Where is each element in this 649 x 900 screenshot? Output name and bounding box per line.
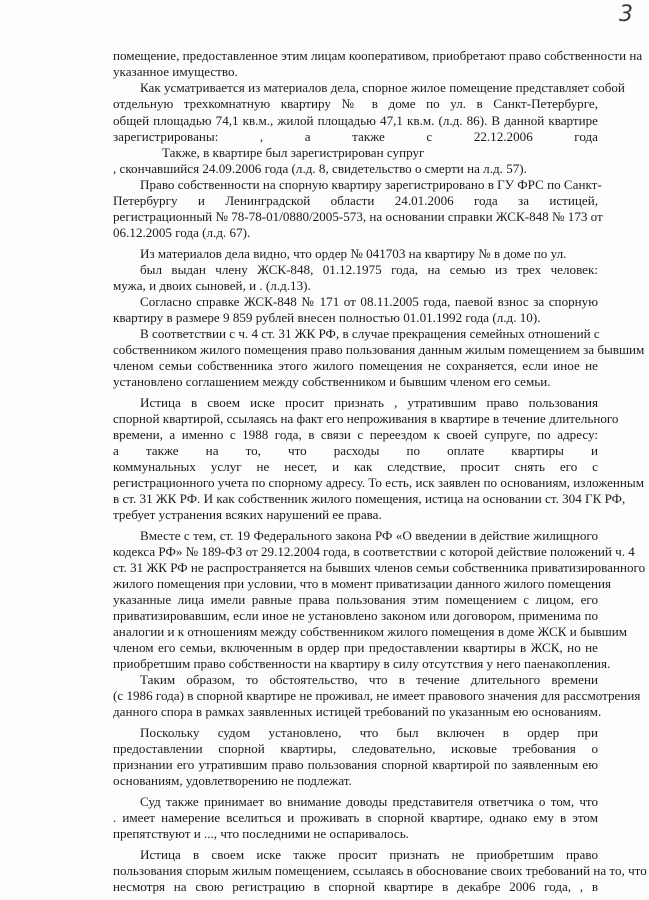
text-line: регистрационный № 78-78-01/0880/2005-573, на основании справки ЖСК-848 № 173 от (113, 209, 603, 224)
text-line: времени, а именно с 1988 года, в связи с переездом к своей супруге, по адресу: (113, 427, 598, 442)
text-line: . имеет намерение вселиться и проживать в спорной квартире, однако ему в этом (113, 810, 598, 825)
text-line: общей площадью 74,1 кв.м., жилой площадью 47,1 кв.м. (л.д. 86). В данной квартире (113, 113, 598, 128)
text-line: приватизировавшим, если иное не установлено законом или договором, применима по (113, 608, 598, 623)
text-line: В соответствии с ч. 4 ст. 31 ЖК РФ, в случае прекращения семейных отношений с (140, 326, 600, 341)
text-line: основаниям, удовлетворению не подлежат. (113, 773, 352, 788)
text-line: а также на то, что расходы по оплате квартиры и (113, 443, 598, 458)
text-line: ст. 31 ЖК РФ не распространяется на бывших членов семьи собственника приватизированного (113, 560, 646, 575)
text-line: Согласно справке ЖСК-848 № 171 от 08.11.2005 года, паевой взнос за спорную (140, 294, 598, 309)
text-line: был выдан члену ЖСК-848, 01.12.1975 года, на семью из трех человек: (140, 262, 598, 277)
text-line: спорной квартирой, ссылаясь на факт его непроживания в квартире в течение длительного (113, 411, 619, 426)
page-number: 3 (619, 2, 633, 27)
text-line: кодекса РФ» № 189-ФЗ от 29.12.2004 года, в соответствии с которой действие положений ч. 4 (113, 544, 635, 559)
text-line: в ст. 31 ЖК РФ. И как собственник жилого помещения, истица на основании ст. 304 ГК РФ, (113, 491, 626, 506)
text-line: Таким образом, то обстоятельство, что в течение длительного времени (140, 672, 598, 687)
text-line: членом его семьи, включенным в ордер при предоставлении квартиры в ЖСК, но не (113, 640, 598, 655)
text-line: Право собственности на спорную квартиру зарегистрировано в ГУ ФРС по Санкт- (140, 177, 602, 192)
text-line: предоставлении спорной квартиры, следовательно, исковые требования о (113, 741, 598, 756)
text-line: пользования спорым жилым помещением, ссылаясь в обоснование своих требований на то, что (113, 863, 647, 878)
text-line: Суд также принимает во внимание доводы представителя ответчика о том, что (140, 794, 598, 809)
text-line: указанные лица имели равные права пользования этим помещением с лицом, его (113, 592, 598, 607)
text-line: несмотря на свою регистрацию в спорной квартире в декабре 2006 года, , в (113, 879, 598, 894)
text-line: коммунальных услуг не несет, и как следствие, просит снять его с (113, 459, 598, 474)
text-line: помещение, предоставленное этим лицам кооперативом, приобретают право собственности на (113, 48, 643, 63)
text-line: Истица в своем иске просит признать , утратившим право пользования (140, 395, 598, 410)
text-line: Петербургу и Ленинградской области 24.01.2006 года за истицей, (113, 193, 598, 208)
text-line: 06.12.2005 года (л.д. 67). (113, 225, 251, 240)
text-line: квартиру в размере 9 859 рублей внесен полностью 01.01.1992 года (л.д. 10). (113, 310, 541, 325)
text-line: собственником жилого помещения право пользования данным жилым помещением за бывшим (113, 342, 645, 357)
text-line: приобретшим право собственности на квартиру в силу отсутствия у него паенакопления. (113, 656, 611, 671)
text-line: данного спора в рамках заявленных истицей требований по указанным ею основаниям. (113, 704, 602, 719)
text-line: зарегистрированы: , а также с 22.12.2006 года (113, 129, 598, 144)
text-line: жилого помещения при условии, что в момент приватизации данного жилого помещения (113, 576, 612, 591)
text-line: Поскольку судом установлено, что был включен в ордер при (140, 725, 598, 740)
text-line: требует устранения всяких нарушений ее права. (113, 507, 382, 522)
text-line: Вместе с тем, ст. 19 Федерального закона РФ «О введении в действие жилищного (140, 528, 598, 543)
text-line: регистрационного учета по спорному адресу. То есть, иск заявлен по основаниям, изложенным (113, 475, 645, 490)
text-line: Из материалов дела видно, что ордер № 041703 на квартиру № в доме по ул. (140, 246, 567, 261)
text-line: мужа, и двоих сыновей, и . (л.д.13). (113, 278, 311, 293)
text-line: Как усматривается из материалов дела, спорное жилое помещение представляет собой (140, 80, 625, 95)
text-line: аналогии и к отношениям между собственником жилого помещения в доме ЖСК и бывшим (113, 624, 628, 639)
text-line: членом семьи собственника этого жилого помещения не сохраняется, если иное не (113, 358, 598, 373)
text-line: отдельную трехкомнатную квартиру № в доме по ул. в Санкт-Петербурге, (113, 96, 598, 111)
text-line: указанное имущество. (113, 64, 238, 79)
text-line: установлено соглашением между собственником и бывшим членом его семьи. (113, 374, 551, 389)
text-line: , скончавшийся 24.09.2006 года (л.д. 8, свидетельство о смерти на л.д. 57). (113, 161, 527, 176)
text-line: Также, в квартире был зарегистрирован супруг (162, 145, 425, 160)
text-line: признании его утратившим право пользования спорной квартирой по заявленным ею (113, 757, 598, 772)
text-line: Истица в своем иске также просит признать не приобретшим право (140, 847, 598, 862)
text-line: (с 1986 года) в спорной квартире не проживал, не имеет правового значения для рассмотрения (113, 688, 641, 703)
text-line: препятствуют и ..., что последними не оспаривалось. (113, 826, 409, 841)
